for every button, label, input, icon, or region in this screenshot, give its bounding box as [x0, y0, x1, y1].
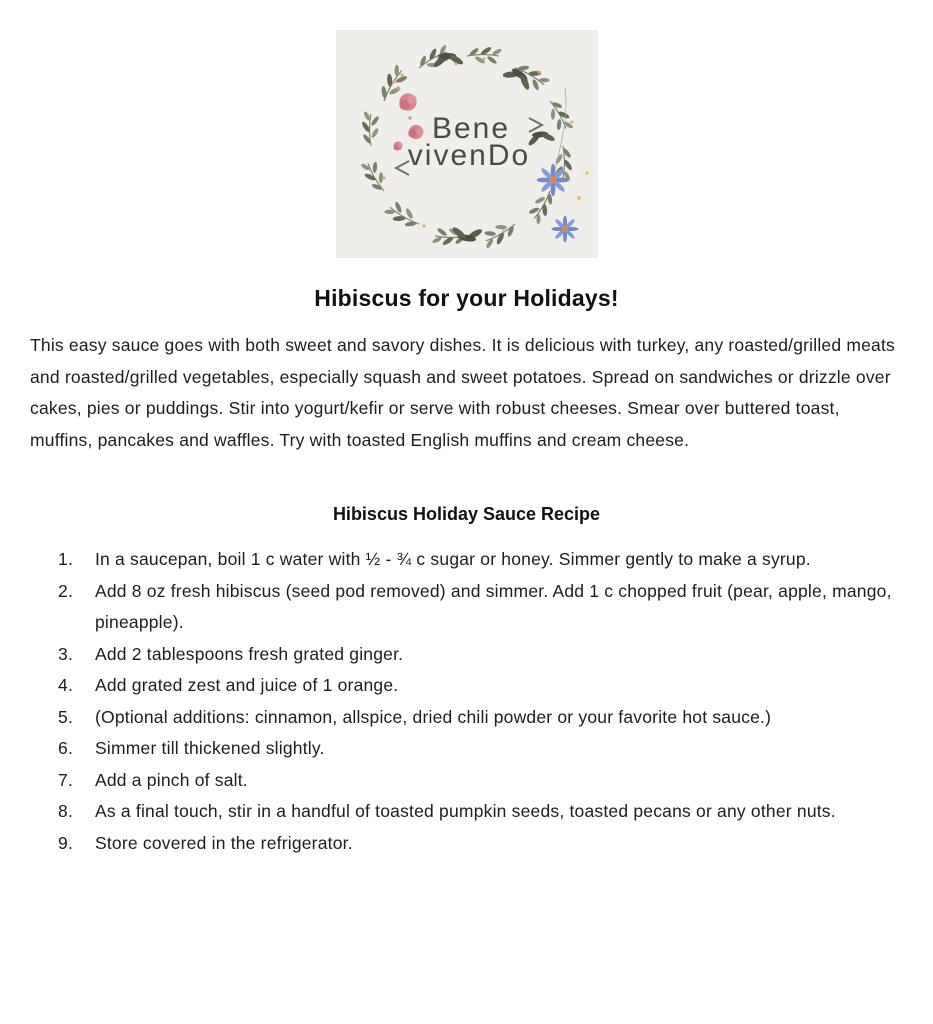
recipe-steps-list	[30, 544, 903, 859]
recipe-step-6: Simmer till thickened slightly.	[95, 738, 325, 758]
logo-text-line2: vivenDo	[407, 139, 530, 172]
logo-text-line1: Bene	[431, 112, 510, 145]
recipe-step-7: Add a pinch of salt.	[95, 769, 248, 790]
recipe-step-4: Add grated zest and juice of 1 orange.	[95, 675, 399, 695]
recipe-step-8: As a final touch, stir in a handful of toasted pumpkin seeds, toasted pecans or any other nuts.	[95, 801, 836, 821]
recipe-step-2: Add 8 oz fresh hibiscus (seed pod removed) and simmer. Add 1 c chopped fruit (pear, apple, mango, pineapple).	[95, 580, 892, 632]
wreath-logo-graphic	[336, 30, 598, 258]
recipe-step-9: Store covered in the refrigerator.	[95, 832, 353, 853]
recipe-step-1: In a saucepan, boil 1 c water with ½ - ¾ c sugar or honey. Simmer gently to make a syrup.	[95, 549, 811, 569]
recipe-step-5: (Optional additions: cinnamon, allspice, dried chili powder or your favorite hot sauce.)	[95, 706, 772, 727]
page-title: Hibiscus for your Holidays!	[314, 285, 619, 311]
recipe-title: Hibiscus Holiday Sauce Recipe	[332, 504, 601, 524]
recipe-step-3: Add 2 tablespoons fresh grated ginger.	[95, 643, 404, 664]
logo-image	[336, 30, 598, 258]
intro-paragraph: This easy sauce goes with both sweet and savory dishes. It is delicious with turkey, any roasted/grilled meats and roasted/grilled vegetables, especially squash and sweet potatoes. Spread on sandwiches or drizzle over cakes, pies or puddings. Stir into yogurt/kefir or serve with robust cheeses. Smear over buttered toast, muffins, pancakes and waffles. Try with toasted English muffins and cream cheese.	[30, 335, 895, 450]
